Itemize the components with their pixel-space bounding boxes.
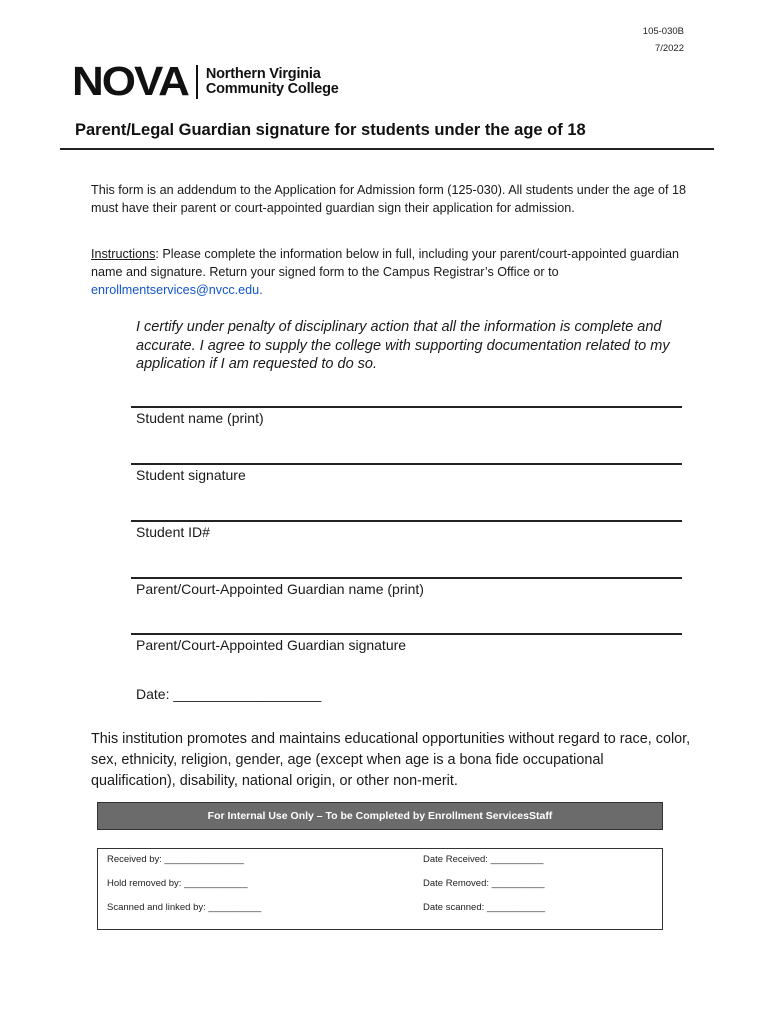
date-field[interactable]: Date: ___________________ (136, 686, 322, 702)
student-signature-label: Student signature (136, 467, 246, 483)
form-date: 7/2022 (654, 43, 684, 54)
student-name-line[interactable] (131, 406, 682, 408)
intro-paragraph: This form is an addendum to the Application for Admission form (125-030). All students under the age of 18 must have their parent or court-appointed guardian sign their application for admission. (91, 183, 687, 215)
guardian-name-line[interactable] (131, 577, 682, 579)
date-removed-field[interactable]: Date Removed: __________ (423, 878, 545, 889)
student-id-label: Student ID# (136, 524, 210, 540)
title-divider (60, 148, 714, 150)
internal-use-banner: For Internal Use Only – To be Completed by Enrollment ServicesStaff (97, 802, 663, 830)
scanned-by-field[interactable]: Scanned and linked by: __________ (107, 902, 262, 913)
nondiscrimination-notice: This institution promotes and maintains educational opportunities without regard to race, color, sex, ethnicity, religion, gender, age (except when age is a bona fide occupational qualification), disability, national origin, or other non-merit. (91, 731, 691, 789)
page-title: Parent/Legal Guardian signature for students under the age of 18 (75, 121, 586, 139)
guardian-name-label: Parent/Court-Appointed Guardian name (print) (136, 581, 424, 597)
logo-subtitle (206, 67, 339, 97)
student-id-line[interactable] (131, 520, 682, 522)
logo-word: NOVA (72, 59, 188, 105)
guardian-signature-line[interactable] (131, 633, 682, 635)
email-link[interactable]: enrollmentservices@nvcc.edu (91, 283, 260, 297)
logo-divider (196, 65, 198, 99)
instructions-paragraph (91, 245, 691, 299)
logo-line-1: Northern Virginia (205, 66, 321, 82)
date-scanned-field[interactable]: Date scanned: ___________ (423, 902, 546, 913)
instructions-label: Instructions (91, 247, 156, 261)
hold-removed-by-field[interactable]: Hold removed by: ____________ (107, 878, 248, 889)
date-received-field[interactable]: Date Received: __________ (423, 854, 544, 865)
logo-line-2: Community College (205, 81, 339, 97)
instructions-end: . (259, 283, 263, 297)
certification-statement: I certify under penalty of disciplinary action that all the information is complete and accurate. I agree to supply the college with supporting documentation related to my application if I am requested to do so. (136, 319, 670, 372)
form-number: 105-030B (642, 26, 684, 37)
received-by-field[interactable]: Received by: _______________ (107, 854, 244, 865)
student-signature-line[interactable] (131, 463, 682, 465)
guardian-signature-label: Parent/Court-Appointed Guardian signature (136, 637, 407, 653)
nova-logo (72, 59, 339, 105)
instructions-text: : Please complete the information below in full, including your parent/court-appointed guardian name and signature. Return your signed form to the Campus Registrar’s Office or to (91, 247, 680, 279)
student-name-label: Student name (print) (136, 410, 264, 426)
